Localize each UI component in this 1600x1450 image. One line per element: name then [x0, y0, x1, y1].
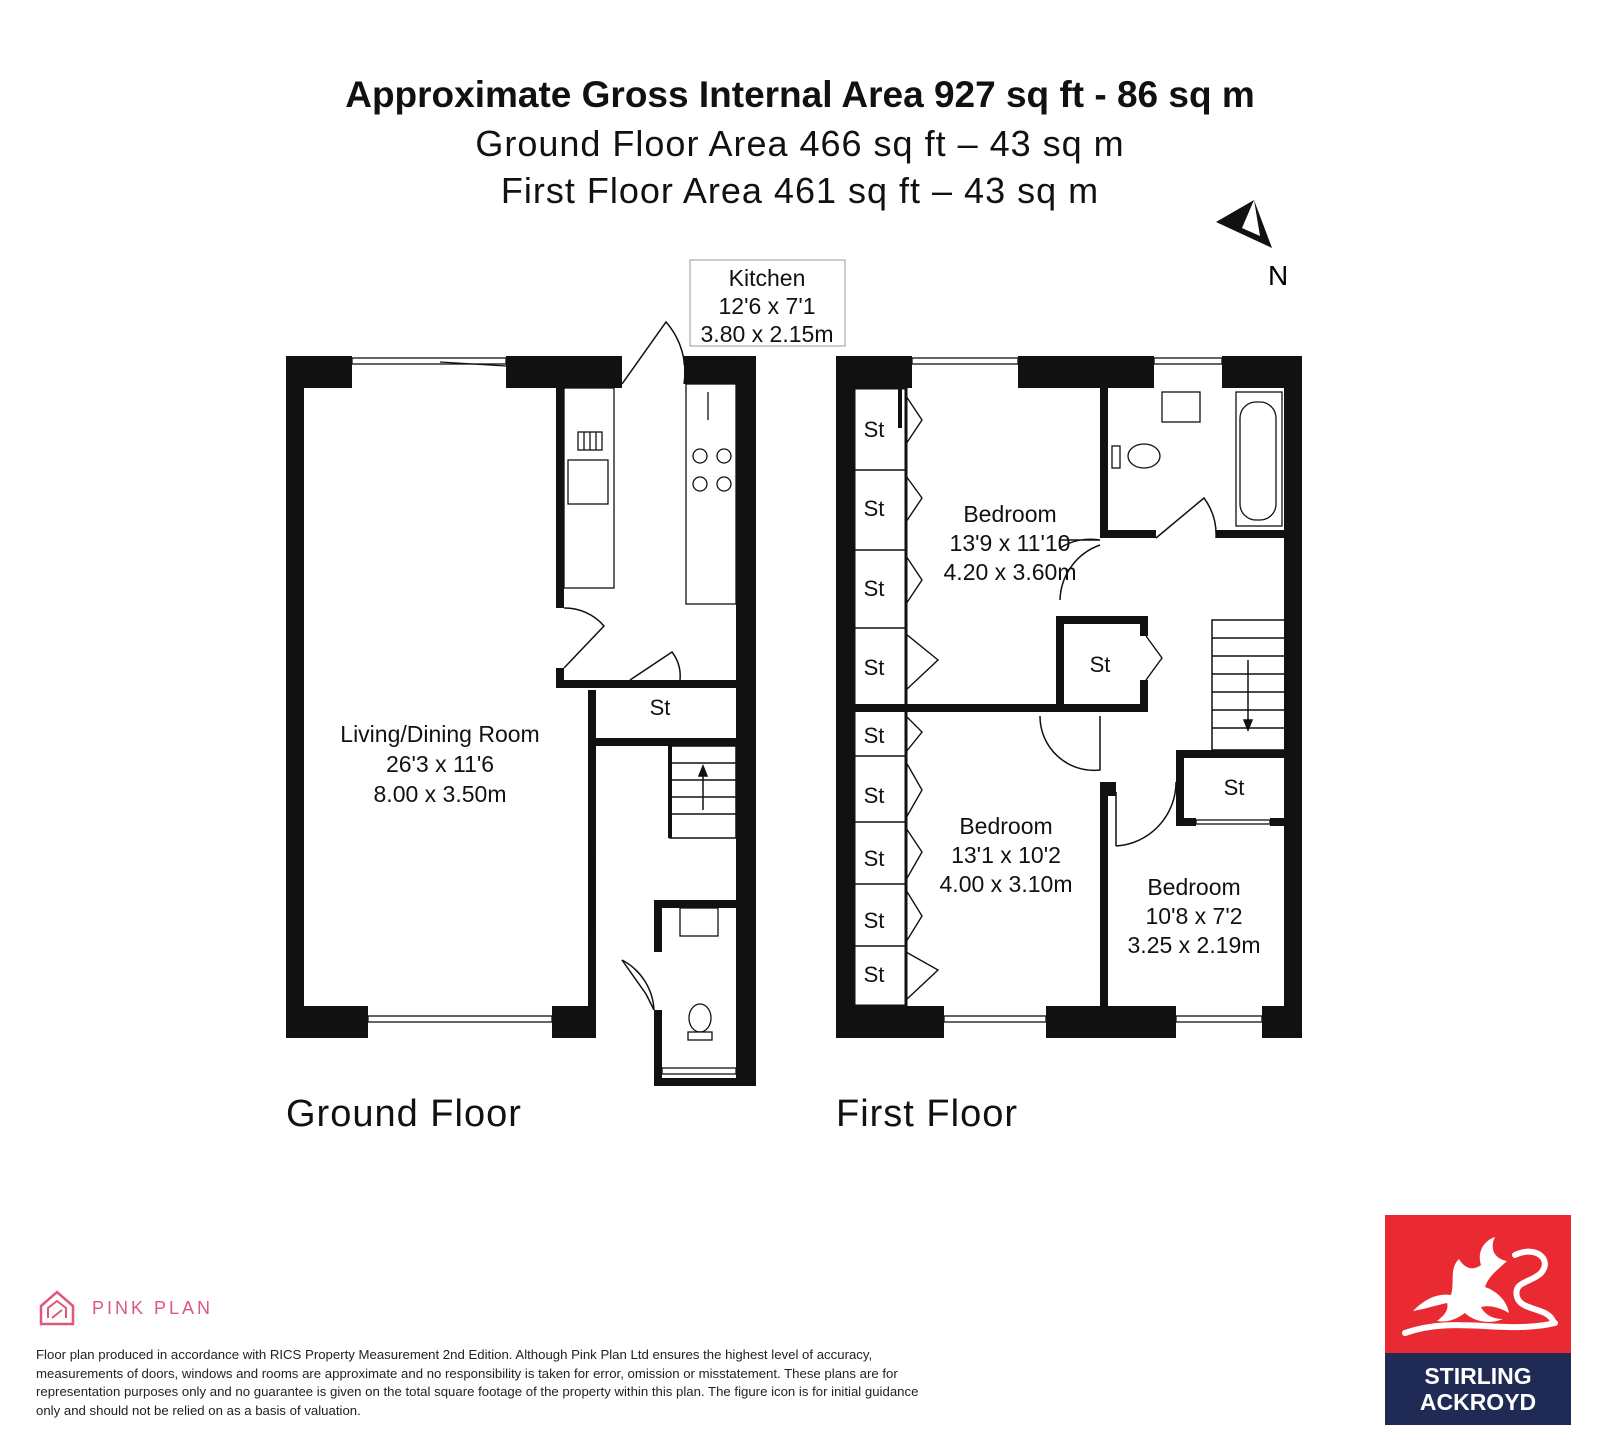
- gross-area-title: Approximate Gross Internal Area 927 sq ft - 86 sq m: [345, 74, 1255, 115]
- living-name: Living/Dining Room: [340, 721, 540, 747]
- store-label: St: [1089, 652, 1111, 677]
- store-label: St: [863, 417, 885, 442]
- bedroom-3-metric: 3.25 x 2.19m: [1127, 932, 1261, 958]
- bedroom-2-imperial: 13'1 x 10'2: [951, 842, 1061, 868]
- living-metric: 8.00 x 3.50m: [373, 781, 507, 807]
- wall: [654, 1078, 744, 1086]
- store-label: St: [649, 695, 671, 720]
- store-label: St: [863, 576, 885, 601]
- wall: [1262, 1006, 1302, 1038]
- wall: [1018, 356, 1154, 388]
- bedroom-1-metric: 4.20 x 3.60m: [943, 559, 1077, 585]
- store-label: St: [1223, 775, 1245, 800]
- store-label: St: [863, 846, 885, 871]
- logo-line-2: ACKROYD: [1419, 1389, 1537, 1415]
- wardrobe-doors: [854, 388, 1162, 1006]
- wall: [286, 356, 352, 388]
- wall: [1176, 750, 1286, 758]
- wall: [654, 900, 744, 908]
- kitchen-counters: [564, 384, 736, 604]
- pink-plan-name: PINK PLAN: [92, 1297, 214, 1318]
- wall: [286, 356, 304, 1036]
- wall: [1216, 530, 1286, 538]
- kitchen-metric: 3.80 x 2.15m: [700, 321, 834, 347]
- store-label: St: [863, 496, 885, 521]
- wall: [1140, 680, 1148, 712]
- bedroom-2-metric: 4.00 x 3.10m: [939, 871, 1073, 897]
- kitchen-imperial: 12'6 x 7'1: [718, 293, 816, 319]
- ground-floor-label: Ground Floor: [286, 1093, 522, 1135]
- wall: [836, 356, 912, 388]
- store-label: St: [863, 962, 885, 987]
- windows: [352, 358, 736, 1074]
- bedroom-2-name: Bedroom: [959, 813, 1053, 839]
- north-label: N: [1268, 260, 1289, 291]
- wall: [1140, 616, 1148, 636]
- staircase: [670, 746, 736, 838]
- wall: [1176, 750, 1184, 826]
- bedroom-1-label: [944, 501, 1077, 585]
- logo-line-1: STIRLING: [1424, 1363, 1532, 1389]
- pink-plan-brand: [38, 1288, 213, 1328]
- wall: [588, 690, 596, 748]
- wall: [1100, 388, 1108, 538]
- store-label: St: [863, 723, 885, 748]
- wall: [588, 735, 596, 1035]
- staircase: [1212, 620, 1286, 750]
- wall: [854, 704, 1060, 712]
- bedroom-2-label: [940, 813, 1073, 897]
- wall: [1176, 818, 1196, 826]
- wall: [1100, 782, 1108, 1006]
- bedroom-3-label: [1128, 874, 1261, 958]
- griffin-icon: [1385, 1215, 1571, 1353]
- store-label: St: [863, 655, 885, 680]
- disclaimer-text: Floor plan produced in accordance with RICS Property Measurement 2nd Edition. Although Pink Plan Ltd ensures the highest level of accuracy, measurements of doors, windows and rooms are approximate and no responsibility is taken for error, omission or misstatement. These plans are for representation purposes only and no guarantee is given on the total square footage of the property within this plan. The figure icon is for initial guidance only and should not be relied on as a basis of valuation.: [36, 1347, 919, 1418]
- wall: [1056, 616, 1064, 712]
- wall: [596, 738, 736, 746]
- bathroom-fixtures: [1112, 392, 1282, 526]
- ground-floor-plan: [286, 322, 756, 1086]
- wall: [1270, 818, 1286, 826]
- wall: [1056, 616, 1146, 624]
- pink-plan-logo-icon: [38, 1288, 76, 1328]
- wall: [898, 388, 902, 428]
- store-label: St: [863, 908, 885, 933]
- wall: [654, 1010, 662, 1086]
- stirling-ackroyd-logo: [1385, 1215, 1571, 1425]
- wall: [506, 356, 622, 388]
- wall: [736, 356, 756, 1086]
- wall: [1100, 530, 1156, 538]
- wall: [556, 680, 736, 688]
- wall: [286, 1006, 368, 1038]
- wall: [836, 356, 854, 1036]
- bedroom-3-imperial: 10'8 x 7'2: [1145, 903, 1243, 929]
- bedroom-1-imperial: 13'9 x 11'10: [949, 530, 1071, 556]
- north-arrow-icon: [1216, 200, 1288, 291]
- living-room-label: [340, 721, 539, 807]
- kitchen-name: Kitchen: [728, 265, 806, 291]
- wall: [1046, 1006, 1176, 1038]
- living-imperial: 26'3 x 11'6: [385, 751, 495, 777]
- store-label: St: [863, 783, 885, 808]
- wall: [556, 388, 564, 608]
- griffin-emblem: [1385, 1215, 1571, 1353]
- wall: [1100, 704, 1108, 712]
- wall: [684, 356, 736, 384]
- bedroom-3-name: Bedroom: [1147, 874, 1241, 900]
- wall: [1108, 782, 1116, 796]
- logo-wordmark: [1385, 1353, 1571, 1425]
- ground-floor-area: Ground Floor Area 466 sq ft – 43 sq m: [475, 123, 1125, 164]
- first-floor-label: First Floor: [836, 1093, 1018, 1135]
- bedroom-1-name: Bedroom: [963, 501, 1057, 527]
- wc-fixtures: [680, 908, 718, 1040]
- first-floor-area: First Floor Area 461 sq ft – 43 sq m: [500, 170, 1100, 211]
- wall: [836, 1006, 944, 1038]
